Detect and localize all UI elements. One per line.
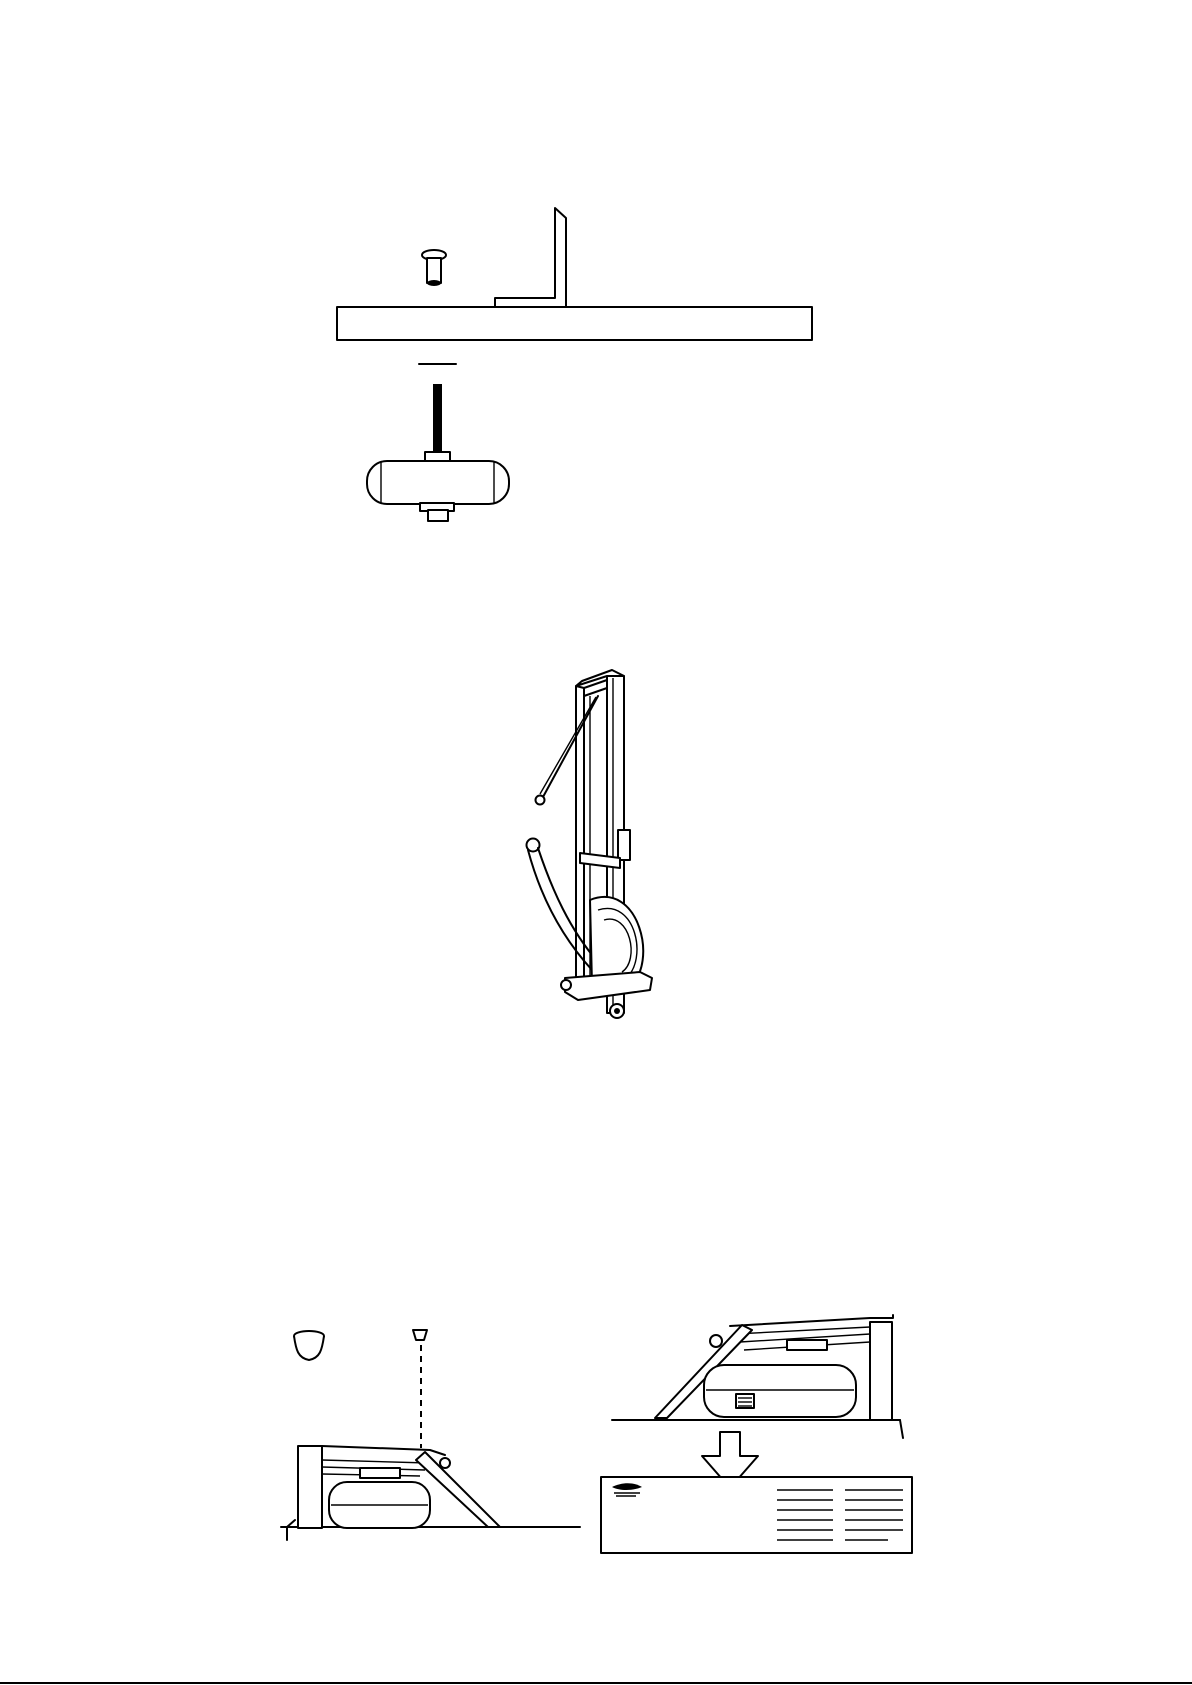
rower-rear-view [612,1315,903,1438]
rower-front-view [281,1446,580,1540]
base-foot [565,972,652,1000]
threaded-insert-icon [422,250,446,286]
figure-upright-storage [527,670,653,1018]
bolt-icon [425,384,450,462]
wheel-icon [367,461,509,521]
insert-icon [413,1330,427,1340]
figure-wheel-assembly [337,208,812,521]
frame-bracket [495,208,566,308]
housing-label [736,1394,754,1408]
figure-label-location [281,1315,912,1553]
plug-icon [294,1331,324,1360]
serial-label-icon [601,1477,912,1553]
handle-ring [536,796,545,805]
frame-beam [337,307,812,340]
